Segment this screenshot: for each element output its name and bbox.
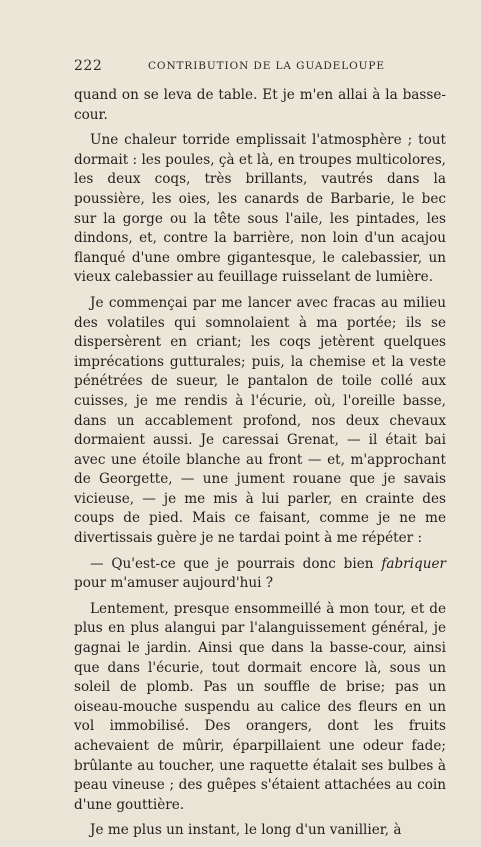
running-head [74,58,447,78]
paragraph-3: Je commençai par me lancer avec fracas au milieu des volatiles qui somnolaient à ma portée; ils se dispersèrent en criant; les coqs jetèrent quelques imprécations gutturales; puis, la chemise et la veste pénétrées de sueur, le pantalon de toile collé aux cuisses, je me rendis à l'écurie, où, l'oreille basse, dans un accablement profond, nos deux chevaux dormaient aussi. Je caressai Grenat, — il était bai avec une étoile blanche au front — et, m'approchant de Georgette, — une jument rouane que je savais vicieuse, — je me mis à lui parler, en crainte des coups de pied. Mais ce faisant, comme je ne me divertissais guère je ne tardai point à me répéter : [74,294,446,547]
italic-word: fabriquer [381,555,446,572]
dialogue-text-start: — Qu'est-ce que je pourrais donc bien [90,555,382,572]
page-number: 222 [74,58,103,74]
dialogue-text-end: pour m'amuser aujourd'hui ? [74,575,274,592]
body-text [74,86,446,847]
paragraph-5: Lentement, presque ensommeillé à mon tour, et de plus en plus alangui par l'alanguissement général, je gagnai le jardin. Ainsi que dans la basse-cour, ainsi que dans l'écurie, tout dormait encore là, sous un soleil de plomb. Pas un souffle de brise; pas un oiseau-mouche suspendu au calice des fleurs en un vol immobilisé. Des orangers, dont les fruits achevaient de mûrir, éparpillaient une odeur fade; brûlante au toucher, une raquette étalait ses bulbes à peau vineuse ; des guêpes s'étaient attachées au coin d'une gouttière. [74,600,446,813]
paragraph-4 [74,555,446,594]
paragraph-6: Je me plus un instant, le long d'un vanillier, à [90,822,402,839]
paragraph-2: Une chaleur torride emplissait l'atmosphère ; tout dormait : les poules, çà et là, en troupes multicolores, les deux coqs, très brillants, vautrés dans la poussière, les oies, les canards de Barbarie, le bec sur la gorge ou la tête sous l'aile, les pintades, les dindons, et, contre la barrière, non loin d'un acajou flanqué d'une ombre gigantesque, le calebassier, un vieux calebassier au feuillage ruisselant de lumière. [74,132,446,286]
paragraph-1: quand on se leva de table. Et je m'en allai à la basse-cour. [74,87,446,123]
running-title: CONTRIBUTION DE LA GUADELOUPE [148,60,385,72]
